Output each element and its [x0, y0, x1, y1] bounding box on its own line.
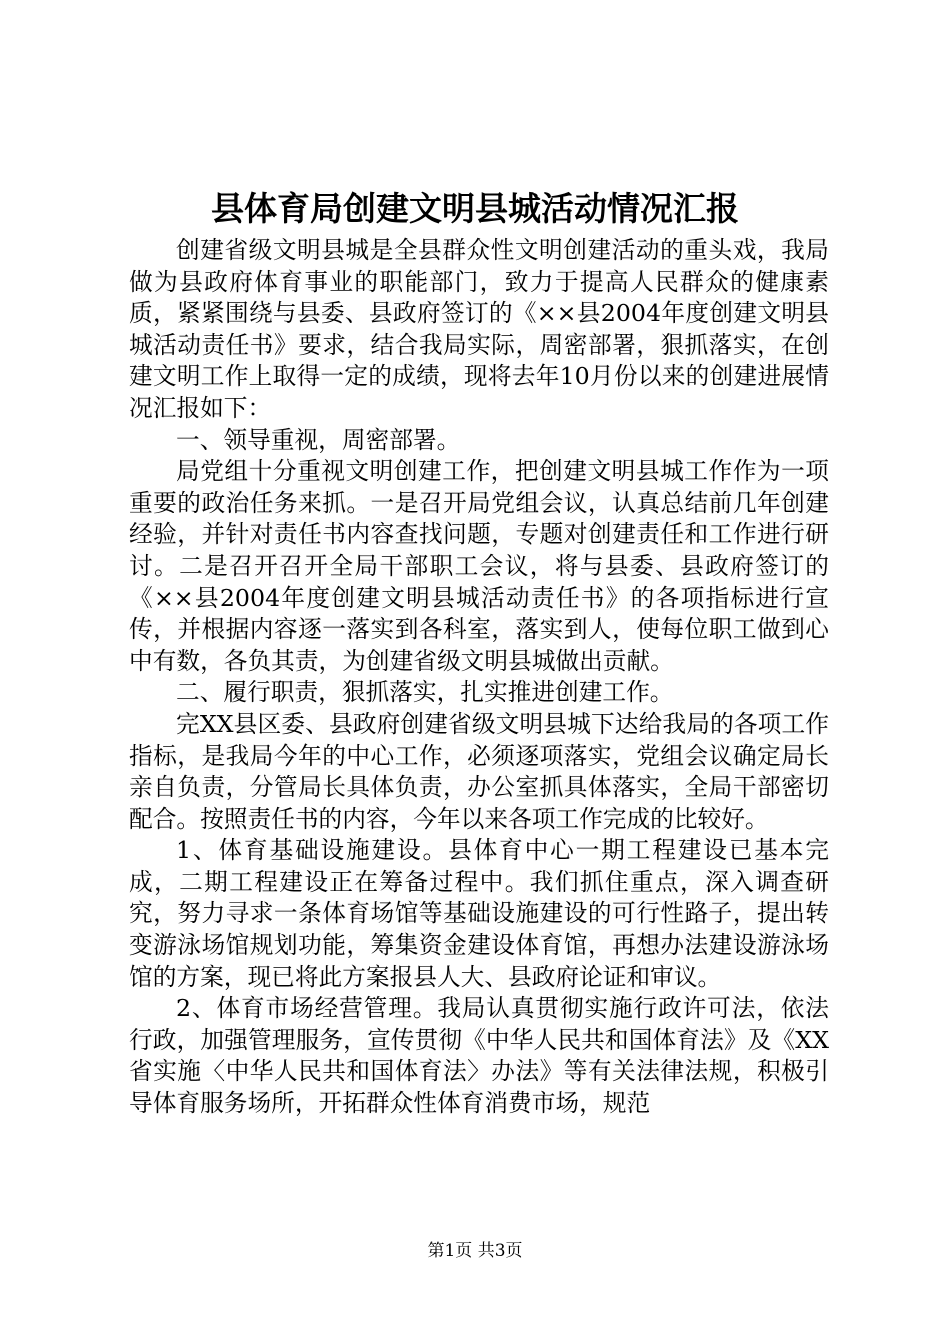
section-heading-2: 二、履行职责，狠抓落实，扎实推进创建工作。 [176, 678, 674, 707]
document-body [129, 235, 829, 1120]
document-title: 县体育局创建文明县城活动情况汇报 [211, 189, 739, 228]
paragraph-item-2: 2、体育市场经营管理。我局认真贯彻实施行政许可法，依法行政，加强管理服务，宣传贯彻《中华人民共和国体育法》及《XX省实施〈中华人民共和国体育法〉办法》等有关法律法规，积极引导体育服务场所，开拓群众性体育消费市场，规范 [129, 994, 829, 1118]
section-heading-1: 一、领导重视，周密部署。 [176, 425, 461, 454]
paragraph-section-1: 局党组十分重视文明创建工作，把创建文明县城工作作为一项重要的政治任务来抓。一是召开局党组会议，认真总结前几年创建经验，并针对责任书内容查找问题，专题对创建责任和工作进行研讨。二是召开召开全局干部职工会议，将与县委、县政府签订的《××县2004年度创建文明县城活动责任书》的各项指标进行宣传，并根据内容逐一落实到各科室，落实到人，使每位职工做到心中有数，各负其责，为创建省级文明县城做出贡献。 [129, 457, 829, 675]
paragraph-item-1: 1、体育基础设施建设。县体育中心一期工程建设已基本完成，二期工程建设正在筹备过程中。我们抓住重点，深入调查研究，努力寻求一条体育场馆等基础设施建设的可行性路子，提出转变游泳场馆规划功能，筹集资金建设体育馆，再想办法建设游泳场馆的方案，现已将此方案报县人大、县政府论证和审议。 [129, 836, 829, 991]
page-number-footer: 第1页 共3页 [427, 1241, 523, 1261]
paragraph-section-2: 完XX县区委、县政府创建省级文明县城下达给我局的各项工作指标，是我局今年的中心工作，必须逐项落实，党组会议确定局长亲自负责，分管局长具体负责，办公室抓具体落实，全局干部密切配合。按照责任书的内容，今年以来各项工作完成的比较好。 [129, 709, 829, 833]
paragraph-intro: 创建省级文明县城是全县群众性文明创建活动的重头戏，我局做为县政府体育事业的职能部门，致力于提高人民群众的健康素质，紧紧围绕与县委、县政府签订的《××县2004年度创建文明县城活动责任书》要求，结合我局实际，周密部署，狠抓落实，在创建文明工作上取得一定的成绩，现将去年10月份以来的创建进展情况汇报如下： [129, 236, 829, 422]
